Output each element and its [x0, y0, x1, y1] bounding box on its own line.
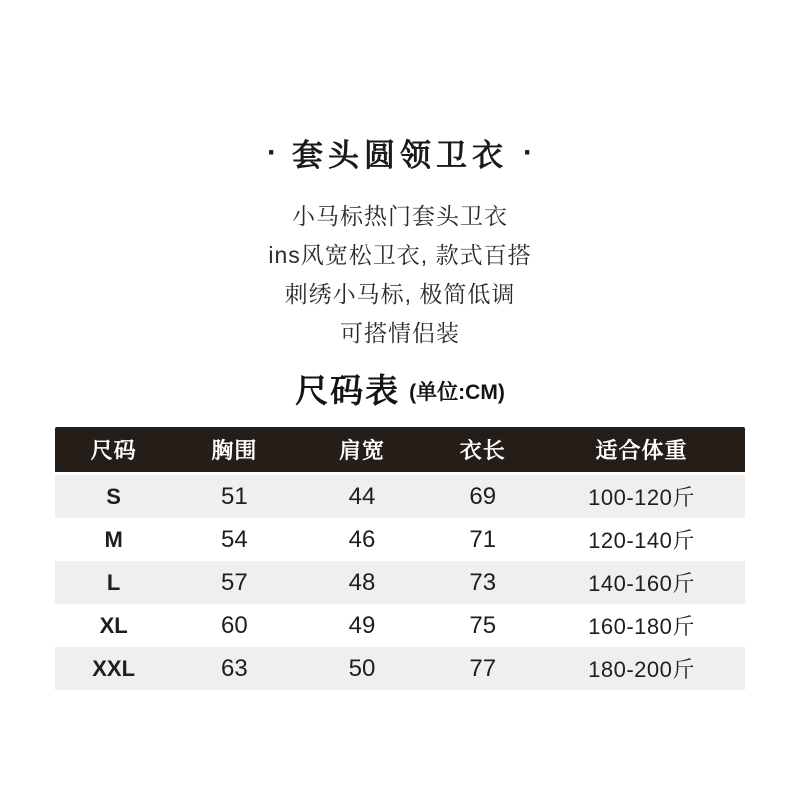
- size-chart-unit-note: (单位:CM): [409, 380, 505, 404]
- table-row-s: [55, 475, 745, 518]
- shoulder-value: 46: [296, 518, 427, 561]
- size-table-body: [55, 475, 745, 690]
- weight-range: 140-160斤: [538, 561, 745, 604]
- chest-value: 60: [172, 604, 296, 647]
- length-value: 71: [428, 518, 538, 561]
- size-chart-title: 尺码表: [295, 372, 401, 409]
- chest-value: 51: [172, 475, 296, 518]
- column-header-length: 衣长: [428, 427, 538, 475]
- column-header-size: 尺码: [55, 427, 172, 475]
- weight-range: 100-120斤: [538, 475, 745, 518]
- description-line-3: 刺绣小马标, 极简低调: [284, 281, 516, 307]
- column-header-weight: 适合体重: [538, 427, 745, 475]
- table-row-m: [55, 518, 745, 561]
- chest-value: 57: [172, 561, 296, 604]
- column-header-chest: 胸围: [172, 427, 296, 475]
- shoulder-value: 50: [296, 647, 427, 690]
- column-header-shoulder: 肩宽: [296, 427, 427, 475]
- weight-range: 160-180斤: [538, 604, 745, 647]
- weight-range: 120-140斤: [538, 518, 745, 561]
- header-row: [55, 427, 745, 475]
- product-title: [0, 0, 800, 175]
- size-label: M: [55, 518, 172, 561]
- shoulder-value: 49: [296, 604, 427, 647]
- table-row-xxl: [55, 647, 745, 690]
- shoulder-value: 44: [296, 475, 427, 518]
- description-line-4: 可搭情侣装: [340, 320, 460, 346]
- description-line-2: ins风宽松卫衣, 款式百搭: [268, 242, 532, 268]
- title-dot-left: ·: [267, 135, 277, 169]
- size-table: [55, 427, 745, 690]
- size-label: L: [55, 561, 172, 604]
- description-line-1: 小马标热门套头卫衣: [292, 203, 508, 229]
- length-value: 75: [428, 604, 538, 647]
- size-label: S: [55, 475, 172, 518]
- length-value: 73: [428, 561, 538, 604]
- product-title-text: 套头圆领卫衣: [292, 138, 508, 173]
- chest-value: 54: [172, 518, 296, 561]
- length-value: 69: [428, 475, 538, 518]
- length-value: 77: [428, 647, 538, 690]
- title-dot-right: ·: [523, 135, 533, 169]
- shoulder-value: 48: [296, 561, 427, 604]
- table-row-l: [55, 561, 745, 604]
- product-description: [0, 197, 800, 353]
- table-row-xl: [55, 604, 745, 647]
- size-chart-heading: [0, 365, 800, 412]
- chest-value: 63: [172, 647, 296, 690]
- size-label: XL: [55, 604, 172, 647]
- size-label: XXL: [55, 647, 172, 690]
- weight-range: 180-200斤: [538, 647, 745, 690]
- size-table-header: [55, 427, 745, 475]
